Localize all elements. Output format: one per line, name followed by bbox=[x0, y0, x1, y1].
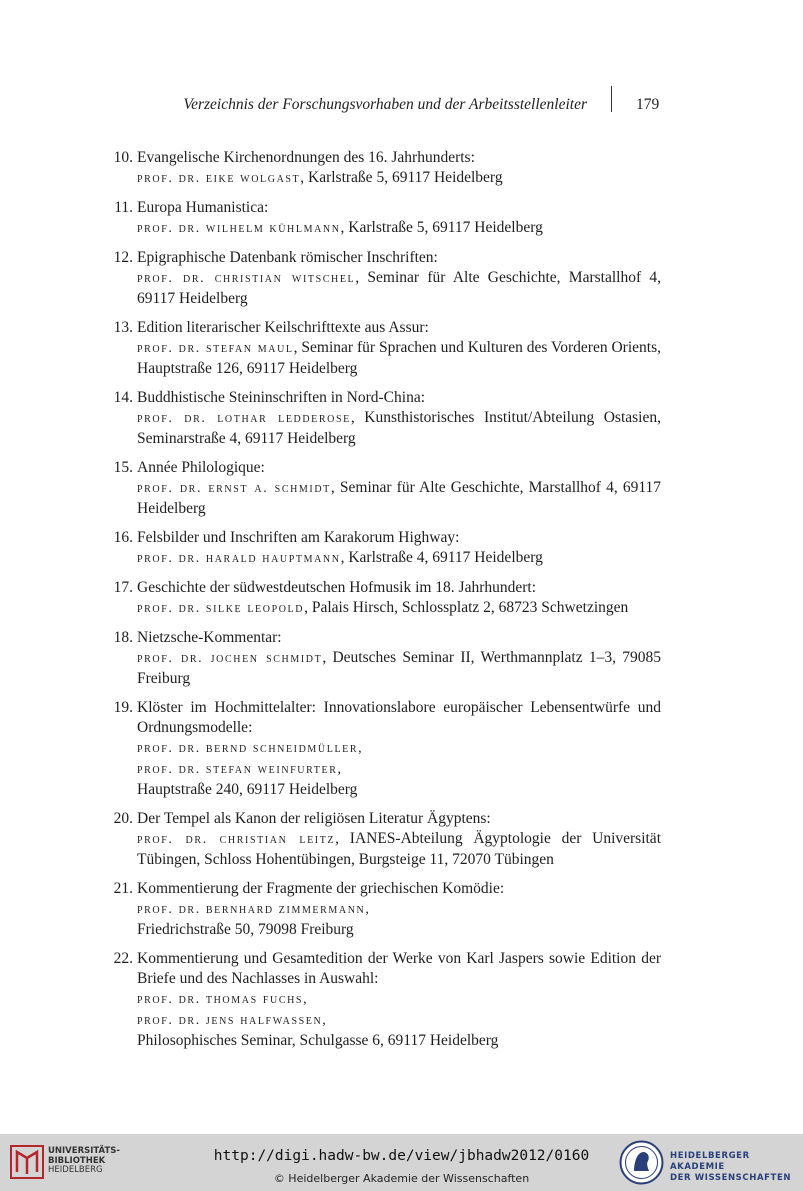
entry-address: , IANES-Abteilung Ägyptologie der Universität Tübingen, Schloss Hohentübingen, Burgsteige 11, 72070 Tübingen bbox=[137, 830, 661, 868]
list-item bbox=[107, 698, 661, 800]
entry-address: , Seminar für Sprachen und Kulturen des Vorderen Orients, Hauptstraße 126, 69117 Heidelberg bbox=[137, 339, 661, 377]
entry-address: , Karlstraße 4, 69117 Heidelberg bbox=[340, 549, 543, 566]
entry-person: prof. dr. wilhelm kühlmann bbox=[137, 221, 341, 236]
entry-contact bbox=[137, 548, 661, 569]
entry-person: prof. dr. bernd schneidmüller, bbox=[137, 741, 364, 756]
entry-title: Edition literarischer Keilschrifttexte aus Assur: bbox=[137, 319, 429, 336]
entry-title: Klöster im Hochmittelalter: Innovationslabore europäischer Lebensentwürfe und Ordnungsmodelle: bbox=[137, 699, 661, 736]
entry-title: Année Philologique: bbox=[137, 459, 265, 476]
entry-person: prof. dr. lothar ledderose bbox=[137, 411, 351, 426]
entry-person: prof. dr. stefan maul bbox=[137, 341, 294, 356]
header-divider bbox=[611, 86, 612, 112]
entry-contact bbox=[137, 168, 661, 189]
entry-address: , Seminar für Alte Geschichte, Marstallhof 4, 69117 Heidelberg bbox=[137, 269, 662, 307]
entry-person: prof. dr. thomas fuchs, bbox=[137, 992, 309, 1007]
library-name-line: BIBLIOTHEK bbox=[48, 1155, 106, 1166]
entry-person: prof. dr. harald hauptmann bbox=[137, 551, 341, 566]
entry-contact bbox=[137, 218, 661, 239]
entry-title: Nietzsche-Kommentar: bbox=[137, 629, 282, 646]
page-number: 179 bbox=[636, 96, 660, 113]
entry-person: prof. dr. silke leopold bbox=[137, 601, 305, 616]
entry-address: Friedrichstraße 50, 79098 Freiburg bbox=[137, 921, 354, 938]
entry-contact bbox=[137, 598, 661, 619]
entry-title: Buddhistische Steininschriften in Nord-China: bbox=[137, 389, 426, 406]
entry-title: Der Tempel als Kanon der religiösen Literatur Ägyptens: bbox=[137, 810, 491, 827]
list-item bbox=[107, 458, 661, 519]
entry-number: 22. bbox=[113, 950, 133, 967]
list-item bbox=[107, 388, 661, 449]
academy-name-line: DER WISSENSCHAFTEN bbox=[670, 1173, 792, 1183]
entry-number: 12. bbox=[113, 249, 133, 266]
running-title: Verzeichnis der Forschungsvorhaben und der Arbeitsstellenleiter bbox=[183, 96, 587, 113]
entry-title: Epigraphische Datenbank römischer Inschriften: bbox=[137, 249, 438, 266]
entry-title: Kommentierung und Gesamtedition der Werke von Karl Jaspers sowie Edition der Briefe und des Nachlasses in Auswahl: bbox=[137, 950, 661, 987]
list-item bbox=[107, 318, 661, 379]
entry-person-line bbox=[137, 759, 661, 780]
copyright-notice: © Heidelberger Akademie der Wissenschaften bbox=[273, 1172, 530, 1185]
entry-contact bbox=[137, 338, 661, 379]
entry-title: Felsbilder und Inschriften am Karakorum Highway: bbox=[137, 529, 460, 546]
list-item bbox=[107, 949, 661, 1051]
entry-address: , Karlstraße 5, 69117 Heidelberg bbox=[340, 219, 543, 236]
entry-number: 19. bbox=[113, 699, 133, 716]
academy-seal-icon bbox=[619, 1140, 664, 1185]
entry-title: Europa Humanistica: bbox=[137, 199, 269, 216]
entry-person-line bbox=[137, 1010, 661, 1031]
entry-number: 18. bbox=[113, 629, 133, 646]
list-item bbox=[107, 578, 661, 619]
entry-contact bbox=[137, 648, 661, 689]
entry-person-line bbox=[137, 738, 661, 759]
digitization-footer bbox=[0, 1134, 803, 1191]
entry-title: Kommentierung der Fragmente der griechischen Komödie: bbox=[137, 880, 505, 897]
entry-title: Evangelische Kirchenordnungen des 16. Jahrhunderts: bbox=[137, 149, 475, 166]
entry-person: prof. dr. jens halfwassen, bbox=[137, 1013, 328, 1028]
entry-address: , Palais Hirsch, Schlossplatz 2, 68723 Schwetzingen bbox=[304, 599, 629, 616]
permalink-url[interactable]: http://digi.hadw-bw.de/view/jbhadw2012/0160 bbox=[213, 1148, 590, 1164]
list-item bbox=[107, 528, 661, 569]
entry-number: 15. bbox=[113, 459, 133, 476]
entry-person-line bbox=[137, 899, 661, 920]
entry-person: prof. dr. ernst a. schmidt bbox=[137, 481, 331, 496]
list-item bbox=[107, 248, 661, 309]
entry-person: prof. dr. stefan weinfurter, bbox=[137, 762, 343, 777]
entry-address: , Karlstraße 5, 69117 Heidelberg bbox=[300, 169, 503, 186]
list-item bbox=[107, 148, 661, 189]
entry-person: prof. dr. christian witschel bbox=[137, 271, 356, 286]
list-item bbox=[107, 628, 661, 689]
entry-title: Geschichte der südwestdeutschen Hofmusik im 18. Jahrhundert: bbox=[137, 579, 537, 596]
entry-address: , Seminar für Alte Geschichte, Marstallhof 4, 69117 Heidelberg bbox=[137, 479, 662, 517]
entry-contact bbox=[137, 829, 661, 870]
entry-number: 14. bbox=[113, 389, 133, 406]
list-item bbox=[107, 198, 661, 239]
entry-person-line bbox=[137, 989, 661, 1010]
entry-address: Philosophisches Seminar, Schulgasse 6, 69117 Heidelberg bbox=[137, 1032, 499, 1049]
entry-number: 13. bbox=[113, 319, 133, 336]
entry-address: Hauptstraße 240, 69117 Heidelberg bbox=[137, 781, 358, 798]
entry-number: 11. bbox=[114, 199, 133, 216]
academy-name-line: HEIDELBERGER AKADEMIE bbox=[670, 1151, 750, 1172]
entry-person: prof. dr. bernhard zimmermann, bbox=[137, 902, 371, 917]
entry-contact bbox=[137, 478, 661, 519]
entry-number: 10. bbox=[113, 149, 133, 166]
library-name-line: UNIVERSITÄTS- bbox=[48, 1146, 120, 1156]
entry-person: prof. dr. christian leitz bbox=[137, 832, 336, 847]
project-list bbox=[107, 148, 661, 1060]
entry-number: 17. bbox=[113, 579, 133, 596]
academy-name bbox=[670, 1151, 803, 1184]
list-item bbox=[107, 879, 661, 940]
entry-number: 21. bbox=[113, 880, 133, 897]
entry-address: , Kunsthistorisches Institut/Abteilung Ostasien, Seminarstraße 4, 69117 Heidelberg bbox=[137, 409, 661, 447]
entry-person: prof. dr. jochen schmidt bbox=[137, 651, 323, 666]
entry-contact bbox=[137, 268, 661, 309]
running-head bbox=[0, 94, 803, 118]
entry-number: 20. bbox=[113, 810, 133, 827]
entry-number: 16. bbox=[113, 529, 133, 546]
list-item bbox=[107, 809, 661, 870]
entry-contact bbox=[137, 408, 661, 449]
entry-person: prof. dr. eike wolgast bbox=[137, 171, 301, 186]
library-name-line: HEIDELBERG bbox=[48, 1165, 103, 1175]
entry-address: , Deutsches Seminar II, Werthmannplatz 1–3, 79085 Freiburg bbox=[137, 649, 661, 687]
